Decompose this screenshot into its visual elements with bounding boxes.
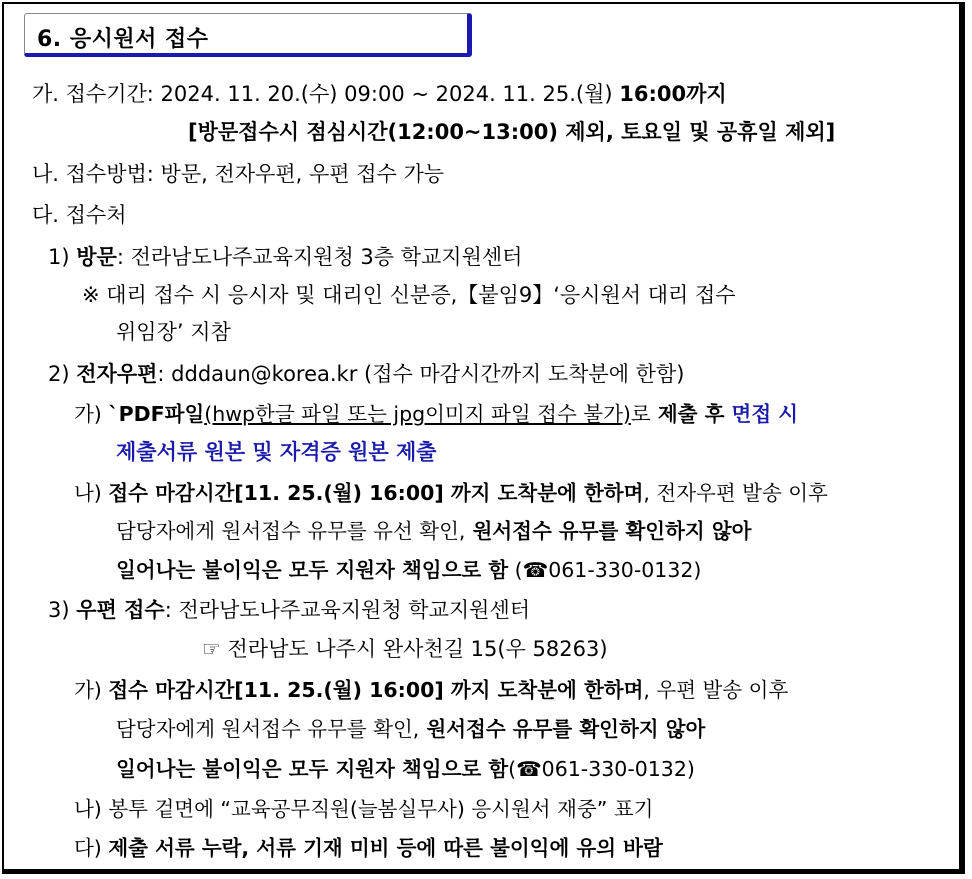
email-ga-interview: 면접 시 [731, 402, 799, 426]
post-ga-phone: (☎061-330-0132) [508, 757, 695, 781]
email-num: 2) [48, 362, 70, 386]
email-na-line2-text: 담당자에게 원서접수 유무를 유선 확인, [116, 519, 466, 543]
email-ga-submit: 제출 후 [650, 402, 732, 426]
post-label: 우편 접수 [76, 598, 165, 622]
post-colon: : [164, 598, 172, 622]
post-na-text: 봉투 겉면에 “교육공무직원(늘봄실무사) 응시원서 재중” 표기 [108, 797, 654, 821]
email-na-line2 [116, 517, 751, 545]
email-na-phone: (☎061-330-0132) [508, 558, 702, 582]
email-na-line3 [116, 556, 701, 584]
email-ga-ro: 로 [630, 402, 651, 426]
post-ga-line1 [74, 676, 788, 704]
post-ga-bold: 접수 마감시간[11. 25.(월) 16:00] 까지 도착분에 한하며 [108, 678, 644, 702]
email-line [48, 360, 684, 388]
email-colon: : [157, 362, 165, 386]
post-da-line [74, 834, 663, 862]
method-line [32, 160, 444, 188]
period-deadline: 16:00까지 [619, 82, 727, 106]
post-ga-num: 가) [74, 678, 102, 702]
email-ga-note: (hwp한글 파일 또는 jpg이미지 파일 접수 불가) [204, 402, 631, 426]
post-num: 3) [48, 598, 70, 622]
post-ga-line2 [116, 715, 705, 743]
email-ga-num: 가) [74, 402, 102, 426]
section-title: 6. 응시원서 접수 [37, 27, 209, 52]
email-na-line3-bold: 일어나는 불이익은 모두 지원자 책임으로 함 [116, 558, 509, 582]
visit-colon: : [116, 245, 124, 269]
email-label: 전자우편 [76, 362, 158, 386]
visit-num: 1) [48, 245, 70, 269]
post-na-num: 나) [74, 797, 102, 821]
place-label: 다. 접수처 [32, 203, 127, 227]
post-na-line [74, 795, 653, 823]
post-ga-line3 [116, 755, 695, 783]
visit-label: 방문 [76, 245, 117, 269]
email-ga-line1 [74, 400, 798, 428]
method-label: 나. 접수방법: [32, 162, 154, 186]
email-ga-pdf: `PDF파일 [108, 402, 205, 426]
visit-line [48, 243, 522, 271]
email-na-line1 [74, 479, 828, 507]
period-line [32, 80, 727, 108]
method-text: 방문, 전자우편, 우편 접수 가능 [160, 162, 445, 186]
visit-note-line2: 위임장’ 지참 [116, 320, 231, 344]
post-da-text: 제출 서류 누락, 서류 기재 미비 등에 따른 불이익에 유의 바람 [108, 836, 663, 860]
email-na-num: 나) [74, 481, 102, 505]
post-text: 전라남도나주교육지원청 학교지원센터 [178, 598, 531, 622]
post-line [48, 596, 530, 624]
period-note: [방문접수시 점심시간(12:00~13:00) 제외, 토요일 및 공휴일 제외] [188, 120, 836, 144]
email-ga-line2: 제출서류 원본 및 자격증 원본 제출 [116, 440, 437, 464]
section-title-box [24, 13, 472, 57]
email-text: dddaun@korea.kr (접수 마감시간까지 도착분에 한함) [171, 362, 685, 386]
visit-text: 전라남도나주교육지원청 3층 학교지원센터 [130, 245, 523, 269]
period-label: 가. 접수기간: [32, 82, 154, 106]
email-na-line2-bold: 원서접수 유무를 확인하지 않아 [465, 519, 752, 543]
post-ga-line2-text: 담당자에게 원서접수 유무를 확인, [116, 717, 420, 741]
post-ga-text: , 우편 발송 이후 [643, 678, 789, 702]
post-ga-line2-bold: 원서접수 유무를 확인하지 않아 [419, 717, 706, 741]
period-dates: 2024. 11. 20.(수) 09:00 ~ 2024. 11. 25.(월) [160, 82, 613, 106]
post-ga-line3-bold: 일어나는 불이익은 모두 지원자 책임으로 함 [116, 757, 509, 781]
post-address: ☞ 전라남도 나주시 완사천길 15(우 58263) [202, 637, 608, 661]
email-na-text: , 전자우편 발송 이후 [643, 481, 828, 505]
email-na-bold: 접수 마감시간[11. 25.(월) 16:00] 까지 도착분에 한하며 [108, 481, 644, 505]
post-da-num: 다) [74, 836, 102, 860]
visit-note-line1: ※ 대리 접수 시 응시자 및 대리인 신분증,【붙임9】‘응시원서 대리 접수 [82, 283, 736, 307]
